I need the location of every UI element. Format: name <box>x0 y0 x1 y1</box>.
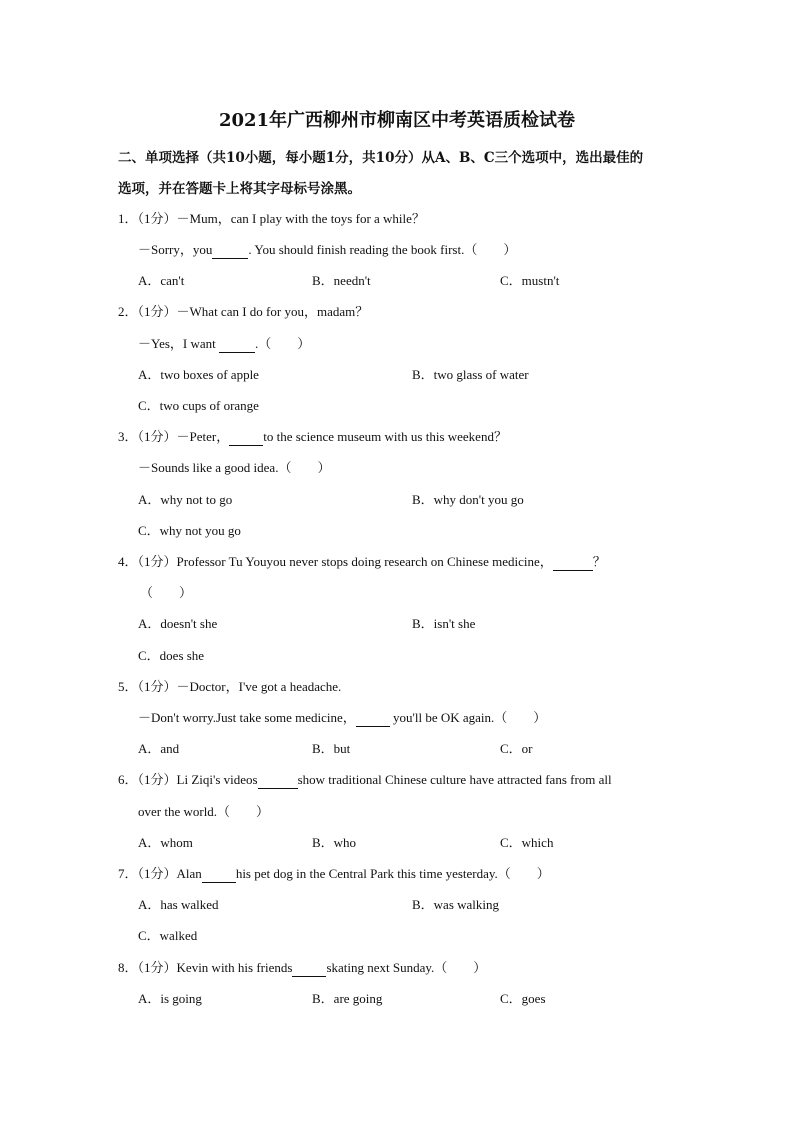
section-instructions-line1: 二、单项选择（共10小题，每小题1分，共10分）从A、B、C三个选项中，选出最佳的 <box>118 150 644 166</box>
answer-blank <box>553 554 593 571</box>
question-3-option-c: C．why not you go <box>138 523 241 538</box>
question-text: to the science museum with us this weekend？ <box>263 429 507 444</box>
question-number: 6． <box>118 772 138 787</box>
question-8-option-c: C．goes <box>500 991 546 1006</box>
question-2-option-a: A．two boxes of apple <box>138 367 259 382</box>
question-8-option-b: B．are going <box>312 991 383 1006</box>
question-2-option-b: B．two glass of water <box>412 367 529 382</box>
question-number: 7． <box>118 866 138 881</box>
section-instructions-line2: 选项，并在答题卡上将其字母标号涂黑。 <box>118 181 361 197</box>
question-4-option-b: B．isn't she <box>412 616 476 631</box>
question-6-option-a: A．whom <box>138 835 193 850</box>
question-text: Kevin with his friends <box>176 960 293 975</box>
question-7-stem <box>118 863 550 883</box>
question-2-stem-line2 <box>138 333 310 353</box>
question-2-stem <box>118 301 368 320</box>
question-4-option-a: A．doesn't she <box>138 616 218 631</box>
question-text: －Don't worry.Just take some medicine， <box>138 710 356 725</box>
question-text: his pet dog in the Central Park this time yesterday.（ ） <box>235 866 550 881</box>
question-6-stem <box>118 769 612 789</box>
question-1-stem <box>118 208 425 227</box>
question-text: show traditional Chinese culture have attracted fans from all <box>297 772 612 787</box>
question-text: skating next Sunday.（ ） <box>326 960 487 975</box>
question-5-option-b: B．but <box>312 741 351 756</box>
question-text: －Peter， <box>176 429 230 444</box>
answer-blank <box>258 772 298 789</box>
question-5-stem-line2 <box>138 707 546 727</box>
question-number: 8． <box>118 960 138 975</box>
question-score: （1分） <box>137 211 177 226</box>
answer-blank <box>202 866 236 883</box>
answer-blank <box>356 710 390 727</box>
question-text: Professor Tu Youyou never stops doing research on Chinese medicine， <box>176 554 553 569</box>
question-5-option-a: A．and <box>138 741 180 756</box>
question-score: （1分） <box>137 772 177 787</box>
question-text: . You should finish reading the book first.（ ） <box>248 242 517 257</box>
question-text: －Mum，can I play with the toys for a while？ <box>176 211 425 226</box>
question-2-option-c: C．two cups of orange <box>138 398 259 413</box>
question-score: （1分） <box>137 866 177 881</box>
question-number: 2． <box>118 304 138 319</box>
question-score: （1分） <box>137 960 177 975</box>
answer-blank <box>212 242 248 259</box>
question-3-option-b: B．why don't you go <box>412 492 524 507</box>
question-7-option-a: A．has walked <box>138 897 219 912</box>
question-number: 3． <box>118 429 138 444</box>
question-1-option-b: B．needn't <box>312 273 371 288</box>
question-1-option-a: A．can't <box>138 273 185 288</box>
answer-blank <box>219 336 255 353</box>
question-text: Alan <box>176 866 202 881</box>
question-text: you'll be OK again.（ ） <box>389 710 547 725</box>
question-text: －Doctor，I've got a headache. <box>176 679 342 694</box>
question-1-option-c: C．mustn't <box>500 273 560 288</box>
question-score: （1分） <box>137 429 177 444</box>
answer-blank <box>229 429 263 446</box>
question-4-stem <box>118 551 606 571</box>
question-score: （1分） <box>137 554 177 569</box>
question-5-stem <box>118 676 341 695</box>
question-6-stem-line2: over the world.（ ） <box>138 804 270 819</box>
question-7-option-c: C．walked <box>138 928 198 943</box>
question-score: （1分） <box>137 679 177 694</box>
question-number: 5． <box>118 679 138 694</box>
question-3-stem <box>118 426 507 446</box>
question-8-option-a: A．is going <box>138 991 202 1006</box>
answer-blank <box>292 960 326 977</box>
question-1-stem-line2 <box>138 239 516 259</box>
question-number: 4． <box>118 554 138 569</box>
question-text: －What can I do for you，madam？ <box>176 304 369 319</box>
question-text: －Sorry，you <box>138 242 213 257</box>
question-text: .（ ） <box>255 336 311 351</box>
question-8-stem <box>118 957 486 977</box>
question-6-option-b: B．who <box>312 835 357 850</box>
question-6-option-c: C．which <box>500 835 554 850</box>
question-3-option-a: A．why not to go <box>138 492 233 507</box>
question-3-stem-line2: －Sounds like a good idea.（ ） <box>138 460 331 475</box>
question-7-option-b: B．was walking <box>412 897 500 912</box>
question-5-option-c: C．or <box>500 741 533 756</box>
question-score: （1分） <box>137 304 177 319</box>
question-number: 1． <box>118 211 138 226</box>
question-text: Li Ziqi's videos <box>176 772 258 787</box>
question-4-stem-line2: （ ） <box>140 585 193 600</box>
question-4-option-c: C．does she <box>138 648 205 663</box>
question-text: ？ <box>592 554 606 569</box>
exam-title: 2021年广西柳州市柳南区中考英语质检试卷 <box>218 110 576 131</box>
question-text: －Yes，I want <box>138 336 220 351</box>
